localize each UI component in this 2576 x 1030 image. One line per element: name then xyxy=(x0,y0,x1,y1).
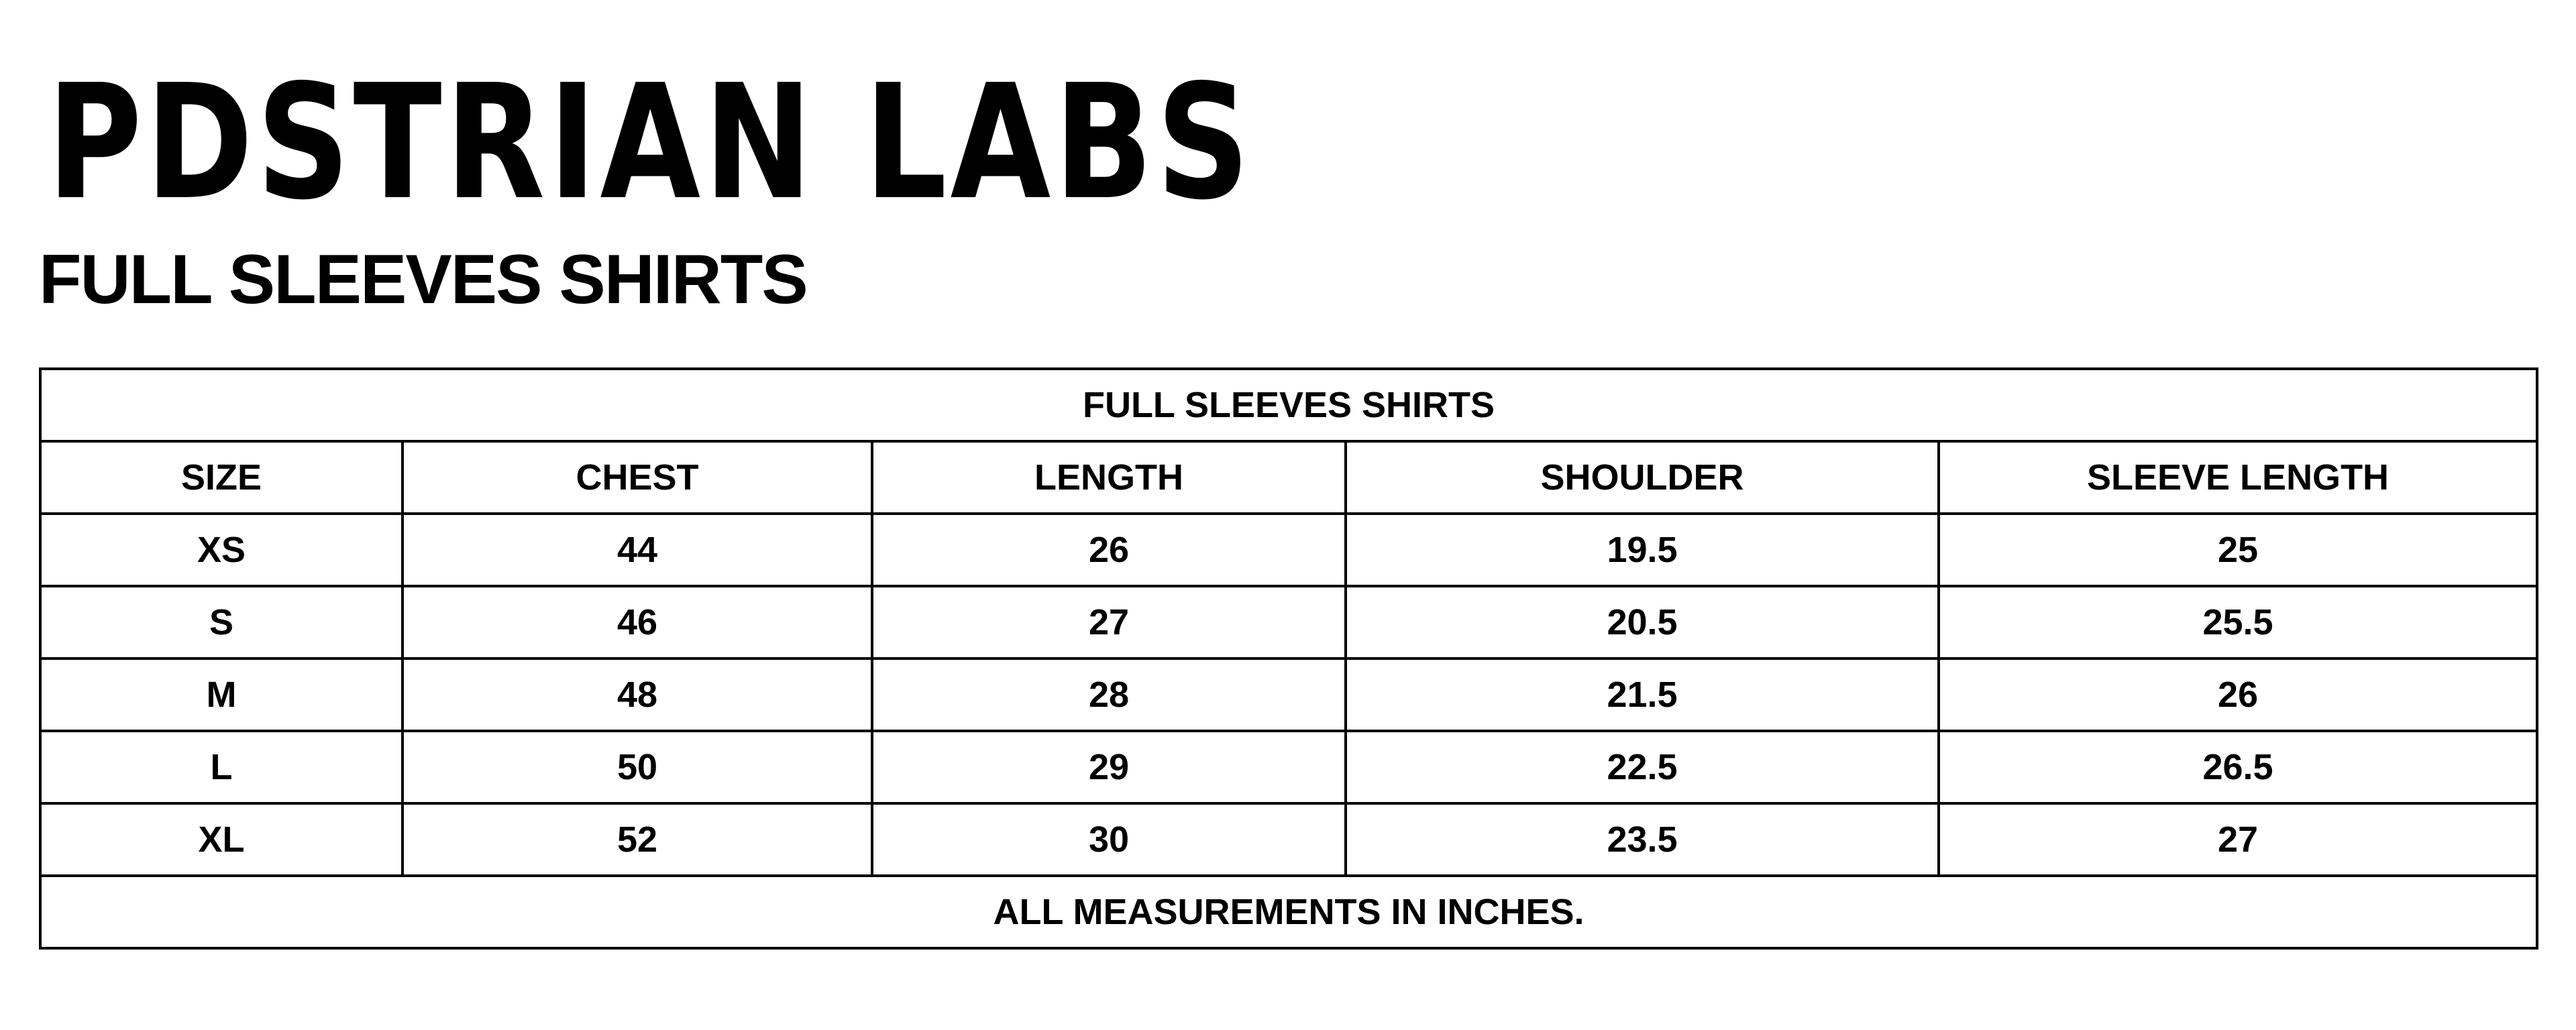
table-footer-row xyxy=(40,876,2537,948)
column-header-size: SIZE xyxy=(40,441,402,514)
sleeve-length-cell: 27 xyxy=(1939,803,2537,876)
brand-logo: PDSTRIAN LABS xyxy=(47,50,1253,235)
table-caption: FULL SLEEVES SHIRTS xyxy=(40,369,2537,441)
page-subtitle: FULL SLEEVES SHIRTS xyxy=(39,241,807,319)
chest-cell: 48 xyxy=(402,659,872,731)
table-caption-row xyxy=(40,369,2537,441)
sleeve-length-cell: 26.5 xyxy=(1939,731,2537,803)
size-cell: XL xyxy=(40,803,402,876)
sleeve-length-cell: 25.5 xyxy=(1939,586,2537,659)
size-cell: L xyxy=(40,731,402,803)
table-row xyxy=(40,731,2537,803)
shoulder-cell: 20.5 xyxy=(1346,586,1939,659)
length-cell: 27 xyxy=(872,586,1346,659)
size-cell: S xyxy=(40,586,402,659)
column-header-chest: CHEST xyxy=(402,441,872,514)
shoulder-cell: 21.5 xyxy=(1346,659,1939,731)
size-cell: M xyxy=(40,659,402,731)
length-cell: 30 xyxy=(872,803,1346,876)
shoulder-cell: 22.5 xyxy=(1346,731,1939,803)
column-header-sleeve-length: SLEEVE LENGTH xyxy=(1939,441,2537,514)
table-row xyxy=(40,659,2537,731)
table-row xyxy=(40,803,2537,876)
table-row xyxy=(40,514,2537,586)
length-cell: 29 xyxy=(872,731,1346,803)
length-cell: 28 xyxy=(872,659,1346,731)
sleeve-length-cell: 25 xyxy=(1939,514,2537,586)
chest-cell: 46 xyxy=(402,586,872,659)
table-row xyxy=(40,586,2537,659)
shoulder-cell: 23.5 xyxy=(1346,803,1939,876)
column-header-shoulder: SHOULDER xyxy=(1346,441,1939,514)
size-chart-table xyxy=(39,367,2538,950)
size-cell: XS xyxy=(40,514,402,586)
chest-cell: 50 xyxy=(402,731,872,803)
column-header-length: LENGTH xyxy=(872,441,1346,514)
chest-cell: 44 xyxy=(402,514,872,586)
sleeve-length-cell: 26 xyxy=(1939,659,2537,731)
chest-cell: 52 xyxy=(402,803,872,876)
length-cell: 26 xyxy=(872,514,1346,586)
shoulder-cell: 19.5 xyxy=(1346,514,1939,586)
measurement-note: ALL MEASUREMENTS IN INCHES. xyxy=(40,876,2537,948)
table-header-row xyxy=(40,441,2537,514)
